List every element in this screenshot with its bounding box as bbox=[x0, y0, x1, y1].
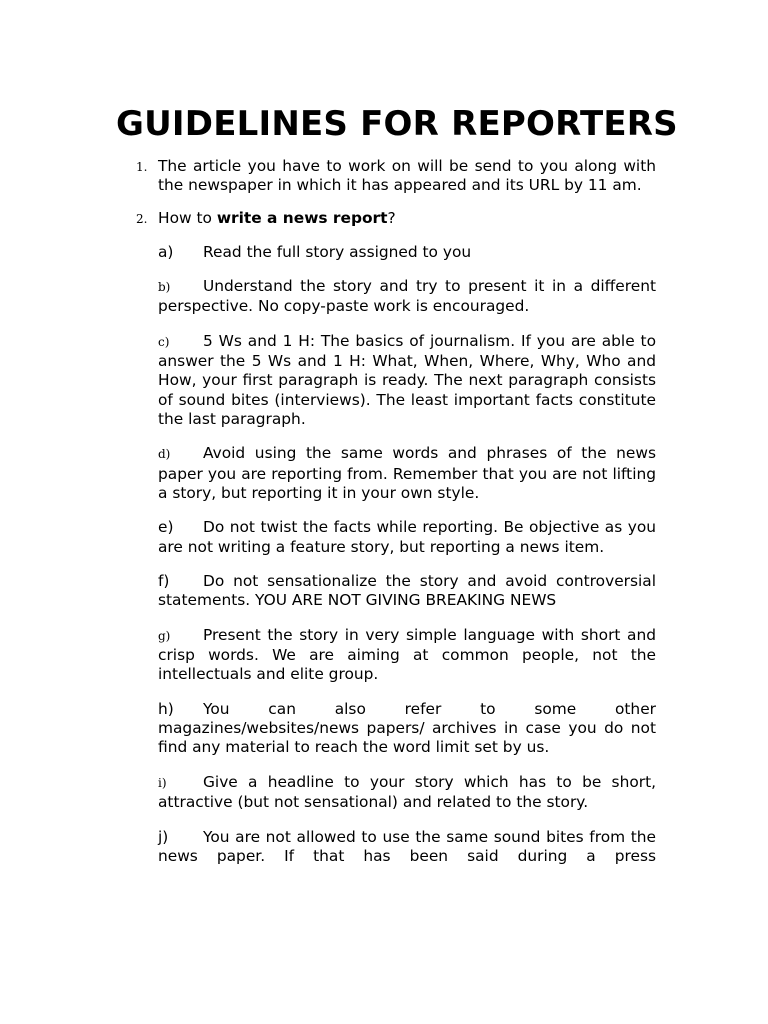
sub-list bbox=[158, 243, 656, 867]
sub-item-text: You can also refer to some other magazines/websites/news papers/ archives in case you do not find any material to reach the word limit set by us. bbox=[158, 700, 656, 757]
sub-item-marker: g) bbox=[158, 629, 171, 643]
sub-item-marker: j) bbox=[158, 827, 169, 846]
list-item-text: The article you have to work on will be send to you along with the newspaper in which it has appeared and its URL by 11 am. bbox=[158, 157, 656, 195]
sub-item-text: Do not twist the facts while reporting. Be objective as you are not writing a feature story, but reporting a news item. bbox=[158, 518, 656, 556]
sub-item-text: Do not sensationalize the story and avoid controversial statements. YOU ARE NOT GIVING BREAKING NEWS bbox=[158, 572, 656, 610]
list-item-bold-text: write a news report bbox=[216, 209, 388, 228]
sub-item-marker: e) bbox=[158, 518, 174, 537]
sub-item-text: Give a headline to your story which has to be short, attractive (but not sensational) and related to the story. bbox=[158, 773, 656, 812]
sub-item-marker: f) bbox=[158, 572, 170, 591]
sub-item-marker: c) bbox=[158, 335, 170, 349]
sub-item-g bbox=[158, 626, 656, 685]
sub-item-text: Understand the story and try to present it in a different perspective. No copy-paste work is encouraged. bbox=[158, 277, 656, 316]
sub-item-a bbox=[158, 243, 656, 262]
sub-item-text: Present the story in very simple language with short and crisp words. We are aiming at common people, not the intellectuals and elite group. bbox=[158, 626, 656, 684]
sub-item-marker: d) bbox=[158, 447, 171, 462]
sub-item-marker: a) bbox=[158, 242, 174, 261]
list-item-2 bbox=[130, 209, 656, 228]
list-item-text-prefix: How to bbox=[158, 209, 217, 228]
sub-item-c bbox=[158, 332, 656, 429]
sub-item-marker: h) bbox=[158, 700, 174, 718]
sub-item-h bbox=[158, 700, 656, 758]
sub-item-i bbox=[158, 773, 656, 812]
sub-item-f bbox=[158, 572, 656, 610]
sub-item-text: Read the full story assigned to you bbox=[203, 242, 472, 261]
guidelines-list bbox=[130, 157, 656, 881]
sub-item-text: You are not allowed to use the same sound bites from the news paper. If that has been said during a press bbox=[158, 827, 656, 865]
list-item-1 bbox=[130, 157, 656, 195]
sub-item-b bbox=[158, 277, 656, 316]
sub-item-e bbox=[158, 518, 656, 556]
sub-item-text: 5 Ws and 1 H: The basics of journalism. If you are able to answer the 5 Ws and 1 H: What, When, Where, Why, Who and How, your first paragraph is ready. The next paragraph consists of sound bites (interviews). The least important facts constitute the last paragraph. bbox=[158, 332, 656, 428]
sub-item-j bbox=[158, 828, 656, 866]
document-title: GUIDELINES FOR REPORTERS bbox=[116, 104, 678, 144]
list-item-text-suffix: ? bbox=[387, 209, 396, 228]
sub-item-marker: i) bbox=[158, 776, 167, 790]
list-number: 1. bbox=[136, 160, 148, 174]
sub-item-marker: b) bbox=[158, 280, 171, 295]
sub-item-d bbox=[158, 444, 656, 503]
sub-item-text: Avoid using the same words and phrases of the news paper you are reporting from. Remember that you are not lifting a story, but reporting it in your own style. bbox=[158, 444, 656, 502]
list-number: 2. bbox=[136, 212, 148, 227]
